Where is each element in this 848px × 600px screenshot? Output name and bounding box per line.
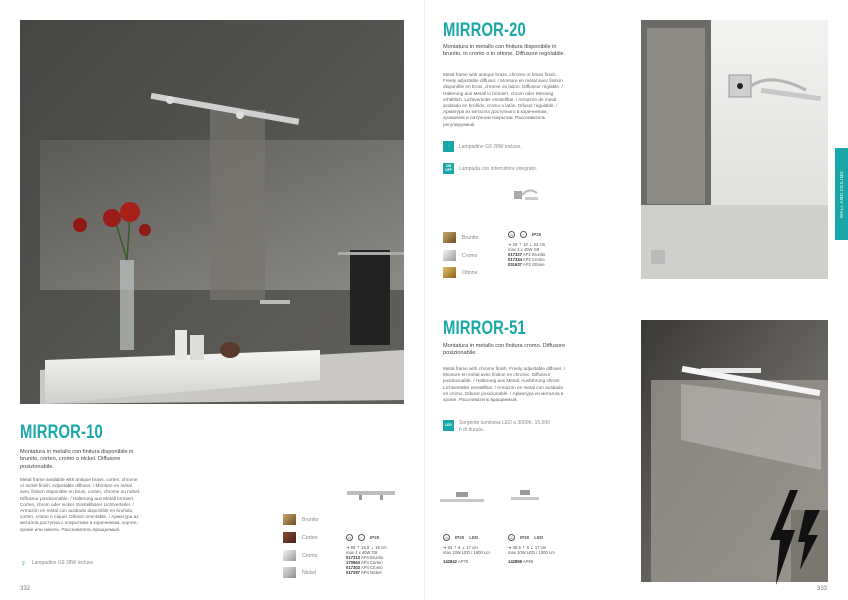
feature-label: Lampadine G9 28W incluse. (459, 143, 522, 150)
class-icon: + (520, 231, 527, 238)
finish-label: Brunito (302, 516, 319, 523)
product-code-row: 170663 AP4 Corten (346, 560, 383, 565)
feature-label: Lampada con interruttore integrato. (459, 165, 538, 172)
page-number-left: 332 (20, 586, 31, 592)
mirror-10-spec-block (346, 534, 406, 575)
power-spec: max 13W LED / 1600 Lm (443, 550, 490, 555)
mirror-10-title: MIRROR-10 (20, 422, 103, 443)
mirror-20-bulb-feature (443, 141, 522, 152)
mirror-51-description-it: Montatura in metallo con finitura cromo. Diffusore posizionabile. (443, 343, 566, 357)
brand-logo-icon (770, 490, 820, 585)
mirror-20-title: MIRROR-20 (443, 20, 526, 41)
finish-label: Cromo (462, 252, 478, 259)
finish-label: Brunito (462, 234, 479, 241)
mirror-10-product-thumbnail (345, 488, 397, 502)
feature-label: Lampadine G9 28W incluse. (31, 560, 95, 566)
spec-icons (443, 534, 503, 541)
bulb-spec: max 4 x 40W G9 (346, 550, 378, 555)
spec-icons (346, 534, 406, 541)
mirror-51-title: MIRROR-51 (443, 318, 526, 339)
finish-brunito (443, 232, 478, 243)
finish-corten (283, 532, 318, 543)
wall-mount-icon: ⊙ (443, 534, 450, 541)
product-code-row: 017297 AP4 Nickel (346, 570, 382, 575)
product-code-row: 017334 AP2 Cromo (508, 257, 545, 262)
swatch-ottone (443, 267, 456, 278)
mirror-20-product-thumbnail (513, 185, 539, 205)
mirror-20-switch-feature (443, 163, 537, 174)
dimensions: ➔ 63 ⇡ 6 ⇣ 17 cm (443, 545, 478, 550)
section-side-tab: WALL AND CEILING (835, 148, 848, 240)
finish-brunito (283, 514, 318, 525)
ip-rating: IP20 (455, 535, 465, 540)
mirror-51-description-multilang: Metal frame with chrome finish. Freely adjustable diffuser. / Monture en métal avec finition en chrome. Diffuseur positionnable. / Halterung aus Metall, Ausführung chrom. Lichtverteiler einstellbar. / Armazón en metal con acabado en cromo. Difusor posicionable. / Арматура из металла в хроме. Рассеиватель вращаемый. (443, 366, 566, 403)
led-badge: LED (443, 420, 454, 431)
product-code-row: 017310 AP4 Brunito (346, 555, 384, 560)
product-code-row: 142859 AP60 (508, 559, 534, 564)
page-gutter (424, 0, 425, 600)
finish-label: Nickel (302, 569, 317, 576)
mirror-10-bulb-feature (20, 558, 95, 568)
mirror-20-description-multilang: Metal frame with antique brass, chrome or brass finish. Freely adjustable diffuser. / Monture en métal avec finition disponible en bruni, chrome ou laiton. Diffuseur réglable. / Halterung aus Metall in brüniert, chrom oder Messing erhältlich. Lichtverteiler einstellbar. / Armazón de metal acabado en bruñido, cromo o latón. Difusor regulable. / Арматура из металла доступного в коричневом, хромовом и латунном покрытии. Рассеиватель регулируемый. (443, 72, 563, 127)
mirror-51-large-spec-block (443, 534, 503, 564)
led-label: LED (469, 535, 479, 540)
spec-icons (508, 534, 568, 541)
power-spec: max 10W LED / 1000 Lm (508, 550, 555, 555)
led-label: LED (534, 535, 544, 540)
product-code-row: 017327 AP2 Brunito (508, 252, 546, 257)
dimensions: ➔ 25 ⇡ 10 ⇣ 22 cm (508, 242, 546, 247)
mirror-51-led-feature (443, 420, 554, 433)
mirror-20-description-it: Montatura in metallo con finitura disponibile in brunito, in cromo o in ottone. Diffusore regolabile. (443, 44, 566, 58)
ip-rating: IP20 (370, 535, 380, 540)
page-number-right: 333 (817, 586, 828, 592)
class-icon: + (358, 534, 365, 541)
ip-rating: IP20 (520, 535, 530, 540)
mirror-51-product-thumbnail-large (438, 492, 486, 506)
feature-label: Sorgente luminosa LED a 3000K, 15.000 h di durata. (459, 420, 550, 433)
mirror-10-description-multilang: Metal frame available with antique brass, corten, chrome or nickel finish. Adjustable diffuser. / Monture en métal avec finition disponible en bruni, corten, chrome ou nickel. Diffuseur positionnable. / Halterung aus Metall brüniert, Corten, chrom oder nickel. Einstellbarer Lichtverteiler. / Armazón en metal con acabado disponible en bruñido, corten, cromo o níquel. Difusor orientable. / Арматура из металла доступна с покрытием в коричневом, кортен, хроме или никель. Рассеиватель вращаемый. (20, 477, 141, 532)
swatch-corten (283, 532, 296, 543)
wall-mount-icon: ⊙ (508, 231, 515, 238)
mirror-20-photo (641, 20, 828, 279)
mirror-51-product-thumbnail-small (510, 490, 540, 504)
mirror-10-description-it: Montatura in metallo con finitura disponibile in brunito, corten, cromo o nickel. Diffusore posizionabile. (20, 449, 134, 470)
wall-mount-icon: ⊙ (346, 534, 353, 541)
finish-label: Cromo (302, 552, 318, 559)
finish-label: Ottone (462, 269, 478, 276)
bathroom-photo-mirror-10 (20, 20, 404, 404)
finish-ottone (443, 267, 478, 278)
ip-rating: IP20 (532, 232, 542, 237)
product-code-row: 031637 AP2 Ottone (508, 262, 545, 267)
mirror-51-small-spec-block (508, 534, 568, 564)
product-code-row: 017303 AP4 Cromo (346, 565, 383, 570)
mirror-20-spec-block (508, 231, 570, 267)
finish-nickel (283, 567, 316, 578)
swatch-nickel (283, 567, 296, 578)
swatch-cromo (283, 550, 296, 561)
swatch-brunito (283, 514, 296, 525)
swatch-cromo (443, 250, 456, 261)
swatch-brunito (443, 232, 456, 243)
finish-cromo (283, 550, 318, 561)
bulb-icon: ♀ (443, 141, 454, 152)
spec-icons (508, 231, 570, 238)
dimensions: ➔ 36,5 ⇡ 6 ⇣ 17 cm (508, 545, 547, 550)
finish-cromo (443, 250, 478, 261)
finish-label: Corten (302, 534, 318, 541)
on-off-badge: ON OFF (443, 163, 454, 174)
product-code-row: 142842 AP75 (443, 559, 469, 564)
bulb-icon: ♀ (20, 558, 27, 568)
dimensions: ➔ 60 ⇡ 15,8 ⇣ 19 cm (346, 545, 387, 550)
bulb-spec: max 2 x 40W G9 (508, 247, 540, 252)
wall-mount-icon: ⊙ (508, 534, 515, 541)
